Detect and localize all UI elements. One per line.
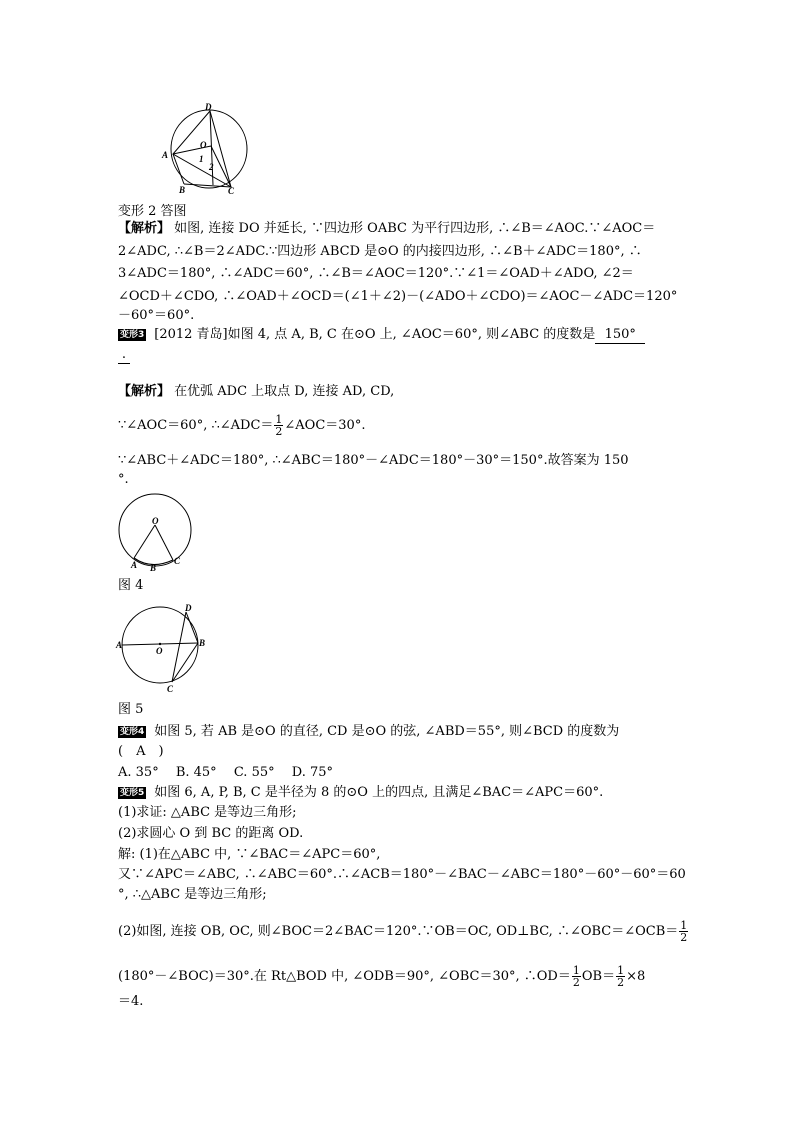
label-2: 2 [209,162,214,172]
label-a: A [162,150,169,160]
variant-5-question: 变形5 如图 6, A, P, B, C 是半径为 8 的⊙O 上的四点, 且满足∠BAC＝∠APC＝60°. [120,785,604,800]
label-b: B [199,638,206,648]
analysis3-line-1: 【解析】 在优弧 ADC 上取点 D, 连接 AD, CD, [118,384,395,399]
variant-5-q1: (1)求证: △ABC 是等边三角形; [118,805,297,820]
label-a: A [131,560,138,570]
analysis2-line-3: 3∠ADC＝180°, ∴∠ADC＝60°, ∴∠B＝∠AOC＝120°.∵∠1＝∠OAD＋∠ADO, ∠2＝ [118,266,634,281]
variant-3-tag: 变形3 [120,330,145,340]
variant-3-question: 变形3 [2012 青岛]如图 4, 点 A, B, C 在⊙O 上, ∠AOC＝60°, 则∠ABC 的度数是 150° [118,327,645,344]
variant-5-solution-6: ＝4. [118,994,144,1009]
variant-4-answer: ( A ) [118,744,164,759]
label-d: D [185,603,192,613]
variant-5-q2: (2)求圆心 O 到 BC 的距离 OD. [118,826,304,841]
fraction-one-half: $\frac{1}{2}$ [572,964,580,989]
figure-5-caption: 图 5 [118,702,144,717]
fraction-one-half: $\frac{1}{2}$ [617,964,625,989]
label-d: D [205,102,212,112]
label-b: B [150,563,157,572]
figure-4-caption: 图 4 [118,578,144,593]
variant-5-solution-1: 解: (1)在△ABC 中, ∵∠BAC＝∠APC＝60°, [118,847,381,862]
figure-5-diagram [115,600,215,695]
analysis3-line-3: ∵∠ABC＋∠ADC＝180°, ∴∠ABC＝180°－∠ADC＝180°－30°＝150°.故答案为 150 [118,453,629,468]
variant-5-solution-3: °, ∴△ABC 是等边三角形; [118,887,267,902]
label-1: 1 [199,154,204,164]
label-c: C [228,186,235,195]
label-o: O [156,646,163,656]
label-c: C [174,556,181,566]
variant-4-question: 变形4 如图 5, 若 AB 是⊙O 的直径, CD 是⊙O 的弦, ∠ABD＝55°, 则∠BCD 的度数为 [120,724,620,739]
label-b: B [179,185,186,195]
variant-5-tag: 变形5 [120,788,145,798]
figure-2-diagram [160,100,260,195]
analysis2-line-1: 【解析】 如图, 连接 DO 并延长, ∵四边形 OABC 为平行四边形, ∴∠B＝∠AOC.∵∠AOC＝ [118,221,656,236]
variant-4-tag: 变形4 [120,727,145,737]
variant-4-options: A. 35° B. 45° C. 55° D. 75° [118,765,334,780]
label-o: O [152,516,159,526]
fraction-one-half: $\frac{1}{2}$ [680,919,688,944]
variant-3-tail: . [118,347,130,364]
analysis2-line-5: －60°＝60°. [118,308,195,323]
figure-4-diagram [115,492,200,572]
figure-2-caption: 变形 2 答图 [118,204,187,219]
label-o: O [200,140,207,150]
label-a: A [116,640,123,650]
analysis2-line-4: ∠OCD＋∠CDO, ∴∠OAD＋∠OCD＝(∠1＋∠2)－(∠ADO＋∠CDO)＝∠AOC－∠ADC＝120° [118,289,678,304]
analysis2-line-2: 2∠ADC, ∴∠B＝2∠ADC.∵四边形 ABCD 是⊙O 的内接四边形, ∴∠B＋∠ADC＝180°, ∴ [118,244,642,259]
fraction-one-half: $\frac{1}{2}$ [275,413,283,438]
analysis3-line-4: °. [118,472,129,487]
label-c: C [167,684,174,694]
analysis3-line-2: ∵∠AOC＝60°, ∴∠ADC＝ $\frac{1}{2}$ ∠AOC＝30°. [118,413,366,438]
variant-3-answer: 150° [595,327,645,344]
variant-5-solution-5: (180°－∠BOC)＝30°.在 Rt△BOD 中, ∠ODB＝90°, ∠OBC＝30°, ∴OD＝ $\frac{1}{2}$ OB＝ $\frac{1}{2}$ ×8 [118,964,646,989]
variant-5-solution-2: 又∵∠APC＝∠ABC, ∴∠ABC＝60°.∴∠ACB＝180°－∠BAC－∠ABC＝180°－60°－60°＝60 [118,867,686,882]
analysis-heading: 【解析】 [118,221,171,236]
variant-5-solution-4: (2)如图, 连接 OB, OC, 则∠BOC＝2∠BAC＝120°.∵OB＝OC, OD⊥BC, ∴∠OBC＝∠OCB＝ $\frac{1}{2}$ [118,919,688,944]
